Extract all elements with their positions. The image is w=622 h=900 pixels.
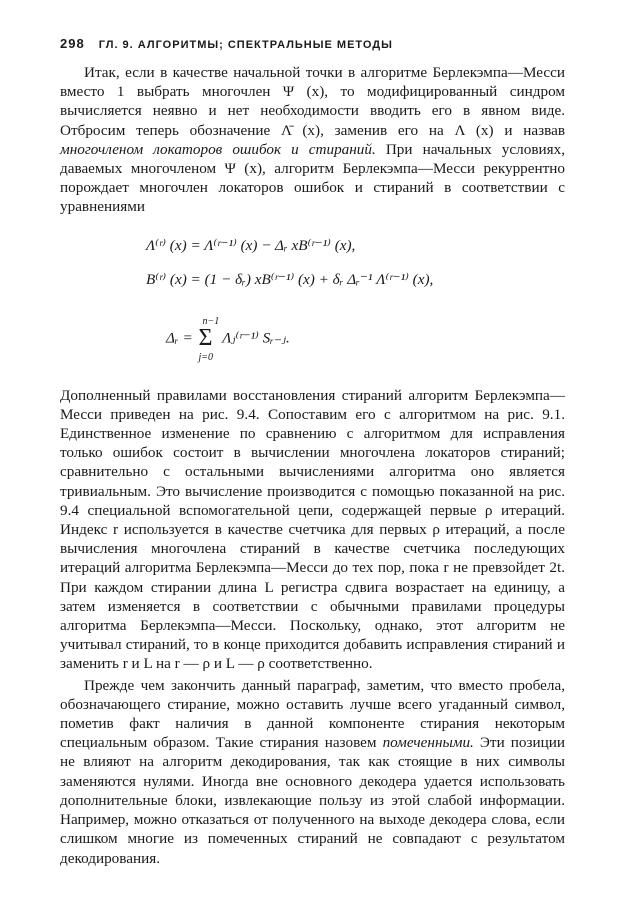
paragraph-2: Дополненный правилами восстановления стираний алгоритм Берлекэмпа—Месси приведен на рис. 9.4. Сопоставим его с алгоритмом на рис. 9.1. Единственное изменение по сравнению с алгоритмом для исправления только ошибок состоит в вычислении многочлена локаторов стираний; сравнительно с остальными вычислениями алгоритма оно является тривиальным. Это вычисление производится с помощью показанной на рис. 9.4 специальной вспомогательной цепи, содержащей первые ρ итераций. Индекс r используется в качестве счетчика для первых ρ итераций, а после вычисления многочлена стираний в качестве счетчика последующих итераций алгоритма Берлекэмпа—Месси до тех пор, пока r не превзойдет 2t. При каждом стирании длина L регистра сдвига возрастает на единицу, а затем изменяется в соответствии с обычными правилами процедуры алгоритма Берлекэмпа—Месси. Поскольку, однако, этот алгоритм не учитывал стираний, то в конце приходится добавить исправления стираний и заменить r и L на r — ρ и L — ρ соответственно. [60, 386, 565, 673]
equation-lambda: Λ⁽ʳ⁾ (x) = Λ⁽ʳ⁻¹⁾ (x) − Δᵣ xB⁽ʳ⁻¹⁾ (x), [146, 236, 356, 254]
running-head [60, 36, 565, 51]
paragraph-3-emphasis: помеченными. [382, 734, 474, 752]
paragraph-1-text-a: Итак, если в качестве начальной точки в алгоритме Берлекэмпа—Месси вместо 1 выбрать многочлен Ψ (x), то модифицированный синдром вычисляется неявно и нет необходимости вводить его в явном виде. Отбросим теперь обозначение Λ̄ (x), заменив его на Λ (x) и назвав [60, 64, 565, 139]
paragraph-3-text-b: Эти позиции не влияют на алгоритм декодирования, так как стоящие в них символы заменяются нулями. Иногда вне основного декодера удается использовать дополнительные блоки, извлекающие пользу из этой слабой информации. Например, можно отказаться от полученного на выходе декодера слова, если слишком многие из помеченных стираний не совпадают с результатом декодирования. [60, 734, 565, 867]
chapter-title: ГЛ. 9. АЛГОРИТМЫ; СПЕКТРАЛЬНЫЕ МЕТОДЫ [98, 39, 393, 51]
equation-delta [166, 316, 565, 372]
equation-b: B⁽ʳ⁾ (x) = (1 − δᵣ) xB⁽ʳ⁻¹⁾ (x) + δᵣ Δᵣ⁻¹ Λ⁽ʳ⁻¹⁾ (x), [146, 270, 434, 288]
book-page [60, 36, 565, 868]
sum-lower-limit: j=0 [198, 351, 214, 363]
paragraph-1 [60, 63, 565, 217]
sigma-symbol: Σ [198, 324, 213, 351]
sum-upper-limit: n−1 [202, 315, 220, 327]
paragraph-3 [60, 676, 565, 868]
paragraph-1-emphasis: многочленом локаторов ошибок и стираний. [60, 140, 376, 158]
summation [197, 316, 219, 362]
page-number: 298 [60, 36, 85, 51]
equation-delta-rhs: Λⱼ⁽ʳ⁻¹⁾ Sᵣ₋ⱼ. [222, 329, 290, 347]
equation-delta-lhs: Δᵣ = [166, 329, 193, 347]
paragraph-3-text-a: Прежде чем закончить данный параграф, заметим, что вместо пробела, обозначающего стирание, можно оставить лучше всего угаданный символ, пометив факт наличия в данной компоненте стирания некоторым специальным образом. Такие стирания назовем [60, 676, 565, 752]
paragraph-1-text-b: При начальных условиях, даваемых многочленом Ψ (x), алгоритм Берлекэмпа—Месси рекуррентно порождает многочлен локаторов ошибок и стираний в соответствии с уравнениями [60, 140, 565, 216]
